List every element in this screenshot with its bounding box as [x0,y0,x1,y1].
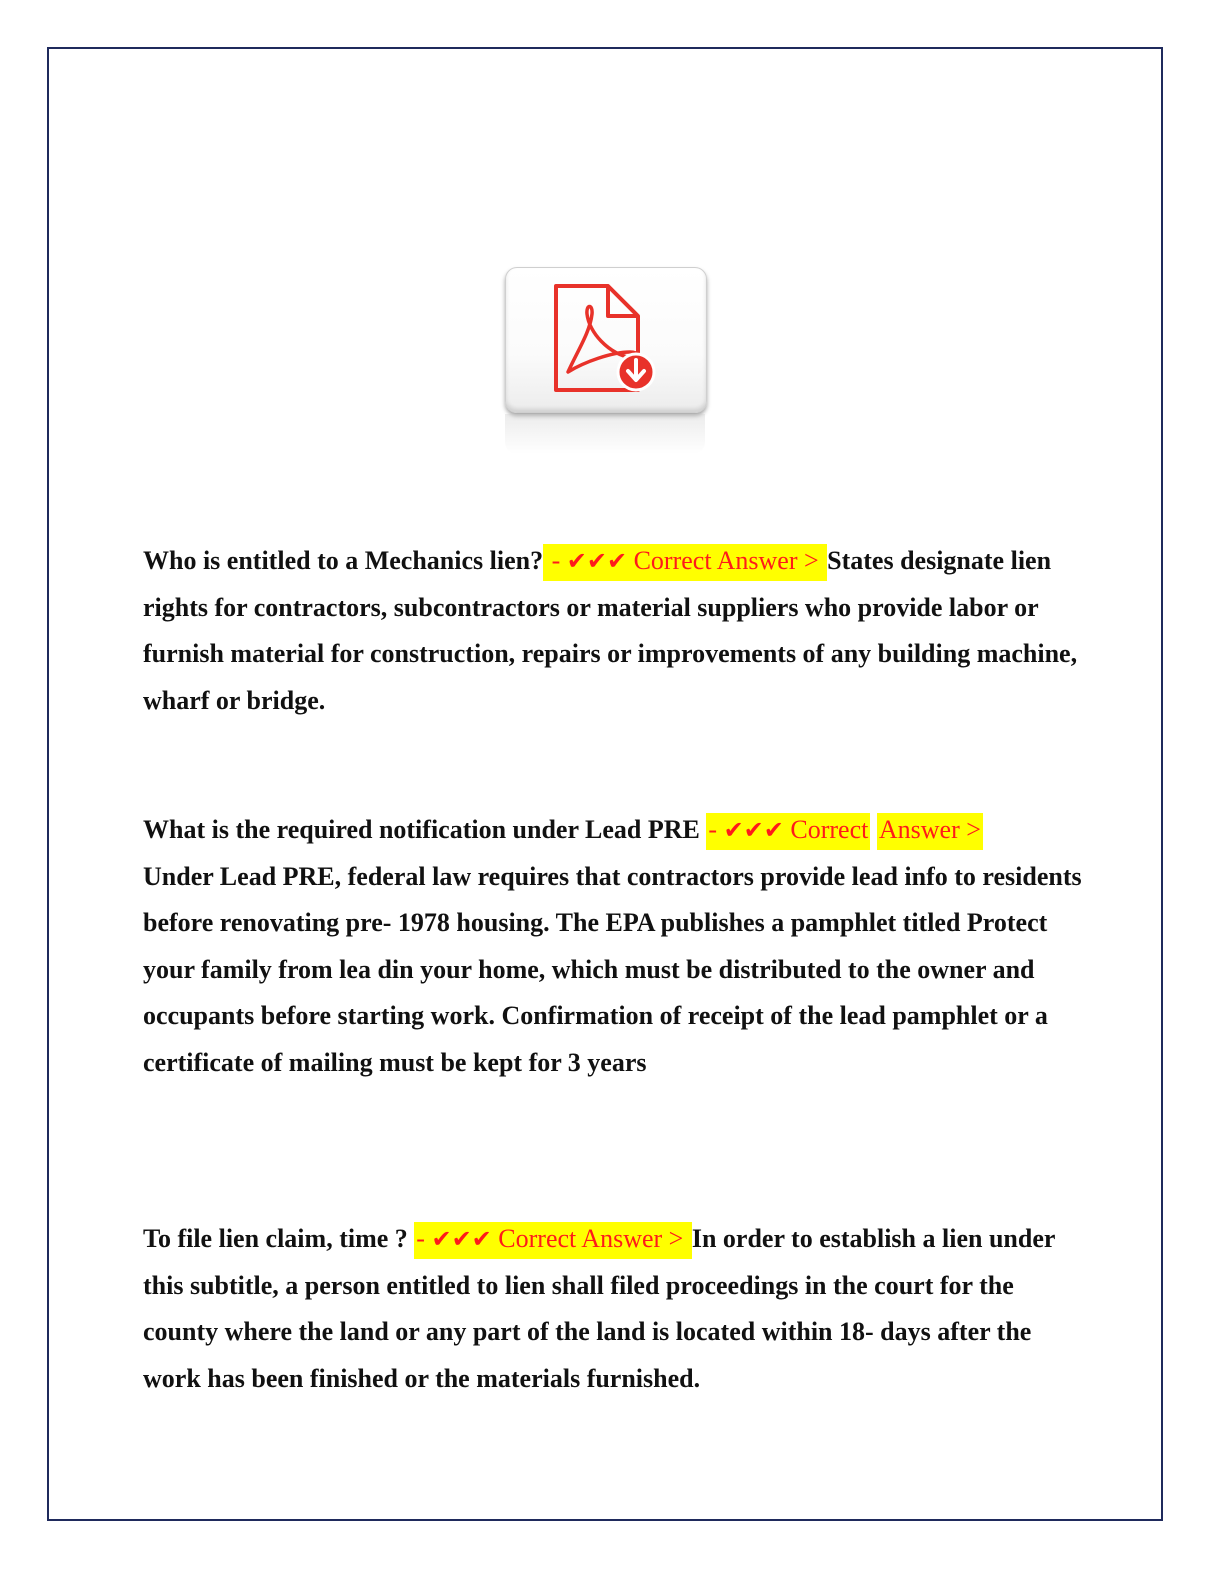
checkmarks-icon: ✔✔✔ [431,1225,492,1253]
correct-answer-label-2: Answer > [878,815,981,844]
answer-highlight [543,544,827,581]
answer-highlight-2 [877,813,983,850]
qa-item-lead-pre [143,807,1083,1086]
answer-dash: - [708,815,718,844]
pdf-badge-reflection [505,414,705,454]
answer-highlight [414,1222,692,1259]
question-text: What is the required notification under Lead PRE [143,815,700,844]
answer-text: Under Lead PRE, federal law requires that contractors provide lead info to residents before renovating pre- 1978 housing. The EPA publishes a pamphlet titled Protect your family from lea din your home, which must be distributed to the owner and occupants before starting work. Confirmation of receipt of the lead pamphlet or a certificate of mailing must be kept for 3 years [143,861,1082,1077]
answer-highlight [706,813,870,850]
answer-text: In order to establish a lien under this subtitle, a person entitled to lien shall filed proceedings in the court for the county where the land or any part of the land is located within 18- days after the work has been finished or the materials furnished. [143,1224,1055,1393]
correct-answer-label: Correct Answer > [633,546,819,575]
answer-dash: - [416,1224,425,1253]
answer-dash: - [551,546,561,575]
checkmarks-icon: ✔✔✔ [723,816,784,844]
correct-answer-label: Correct Answer > [498,1224,684,1253]
question-text: To file lien claim, time ? [143,1224,408,1253]
checkmarks-icon: ✔✔✔ [566,547,628,575]
question-text: Who is entitled to a Mechanics lien? [143,546,544,575]
answer-text: States designate lien rights for contractors, subcontractors or material suppliers who provide labor or furnish material for construction, repairs or improvements of any building machine, wharf or bridge. [143,546,1078,715]
correct-answer-label: Correct [790,815,869,844]
qa-item-lien-claim-time [143,1216,1083,1402]
qa-item-mechanics-lien [143,538,1083,724]
pdf-download-badge[interactable] [505,267,707,413]
pdf-download-icon [546,280,666,400]
